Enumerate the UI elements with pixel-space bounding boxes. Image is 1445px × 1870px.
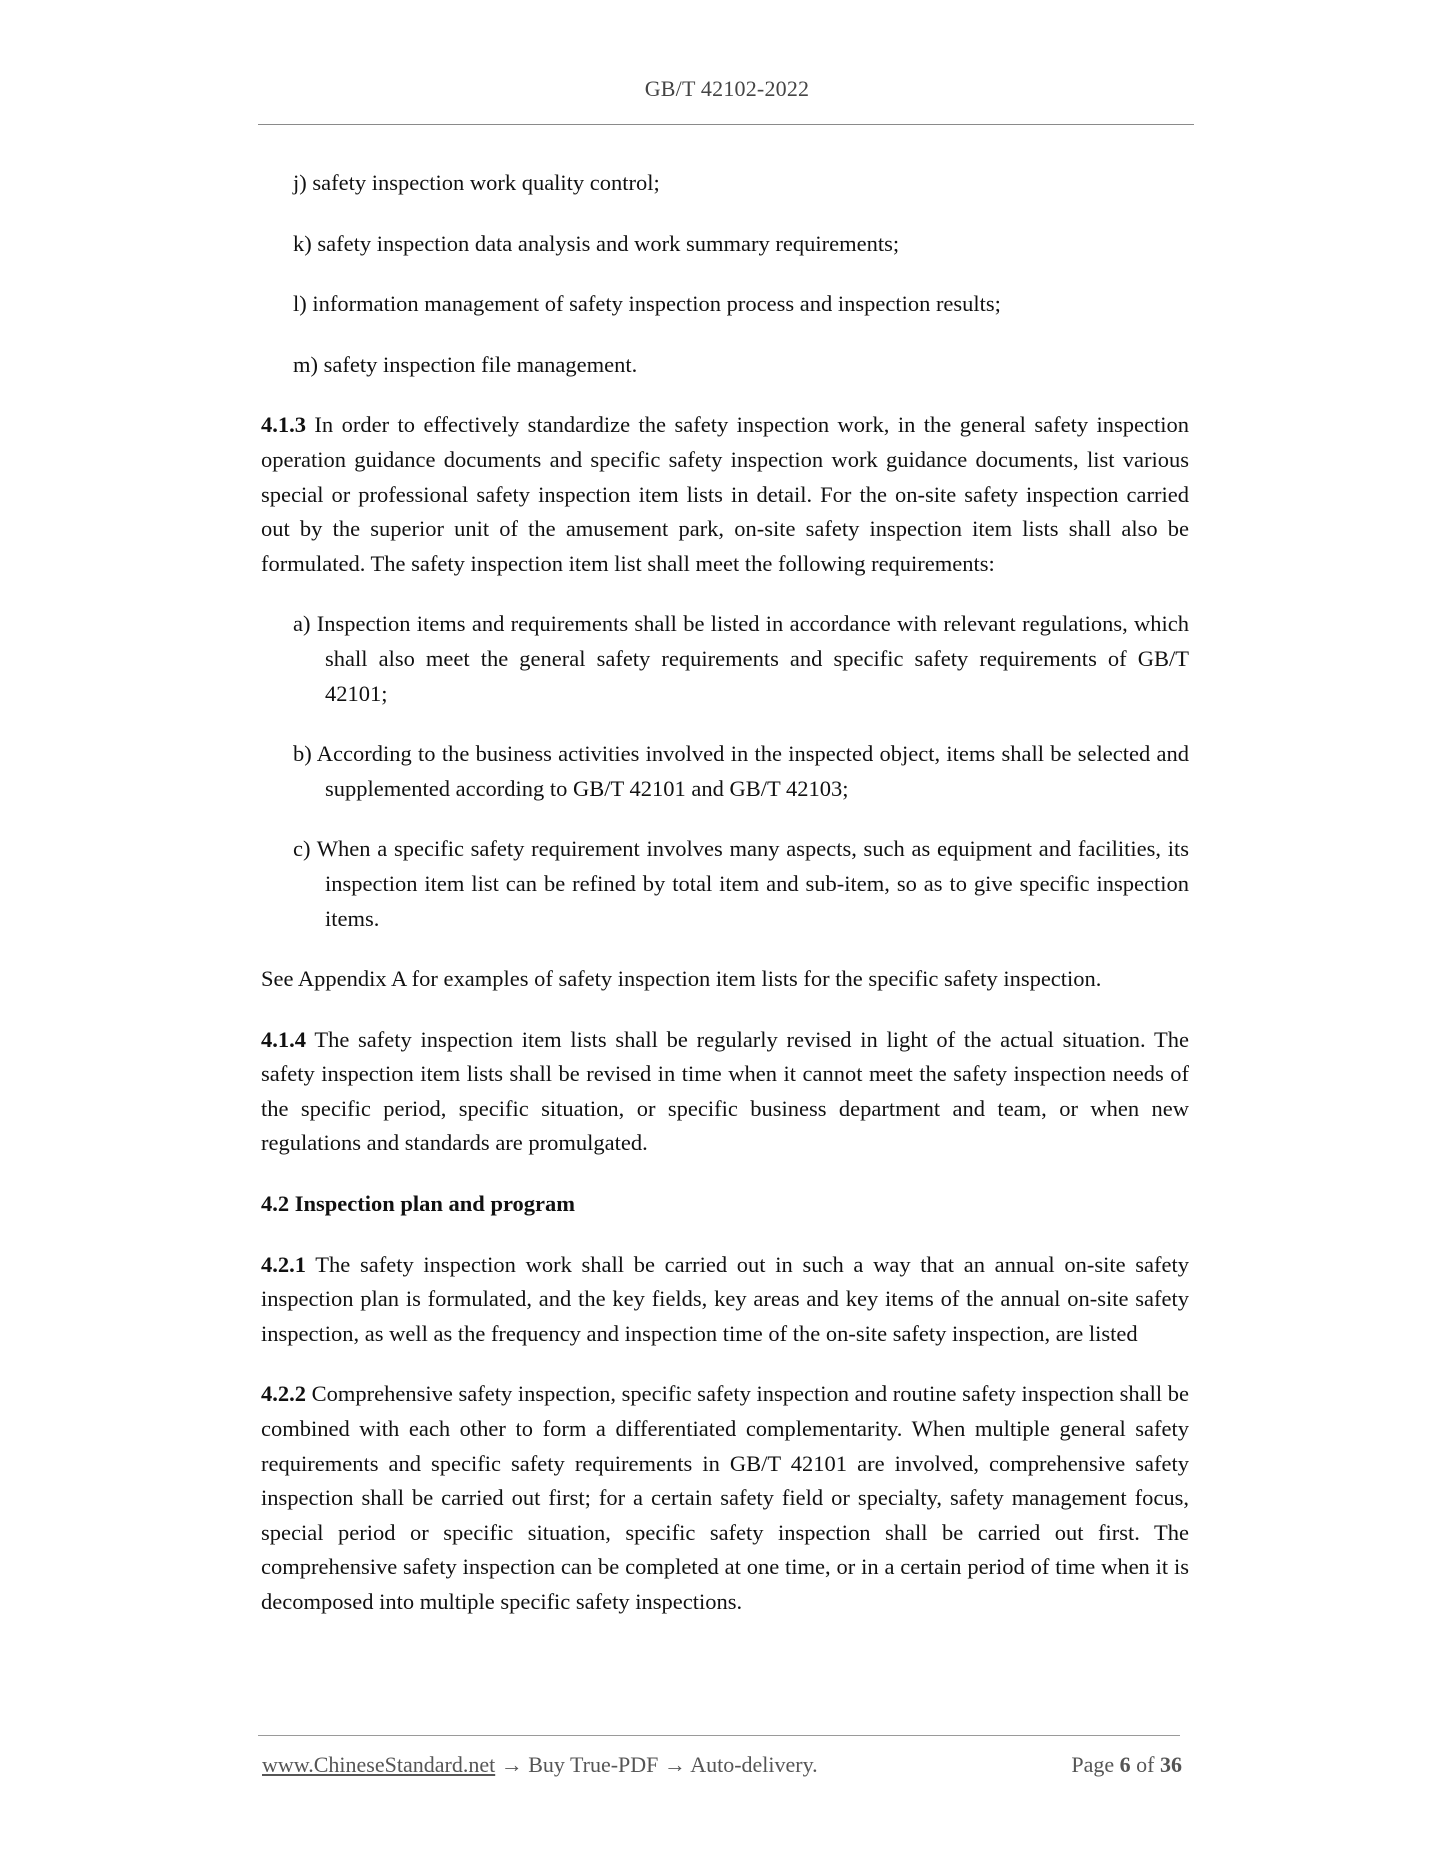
footer-divider xyxy=(258,1735,1180,1736)
clause-number: 4.1.3 xyxy=(261,412,306,438)
page-number xyxy=(1071,1752,1182,1778)
list-item-m: m) safety inspection file management. xyxy=(293,351,638,377)
appendix-note: See Appendix A for examples of safety inspection item lists for the specific safety inspection. xyxy=(261,966,1102,992)
clause-text: The safety inspection item lists shall be regularly revised in light of the actual situation. The safety inspection item lists shall be revised in time when it cannot meet the safety inspection needs of the specific period, specific situation, or specific business department and team, or when new regulations and standards are promulgated. xyxy=(261,1026,1189,1156)
document-body xyxy=(261,166,1189,1646)
of-word: of xyxy=(1130,1752,1160,1777)
chinesestandard-link[interactable]: www.ChineseStandard.net xyxy=(262,1752,496,1777)
clause-text: Comprehensive safety inspection, specific safety inspection and routine safety inspection shall be combined with each other to form a differentiated complementarity. When multiple general safety requirements and specific safety requirements in GB/T 42101 are involved, comprehensive safety inspection shall be carried out first; for a certain safety field or specialty, safety management focus, special period or specific situation, specific safety inspection shall be carried out first. The comprehensive safety inspection can be completed at one time, or in a certain period of time when it is decomposed into multiple specific safety inspections. xyxy=(261,1381,1189,1614)
clause-4-1-3 xyxy=(261,408,1189,581)
list-item-k: k) safety inspection data analysis and work summary requirements; xyxy=(293,230,900,256)
clause-text: The safety inspection work shall be carried out in such a way that an annual on-site safety inspection plan is formulated, and the key fields, key areas and key items of the annual on-site safety inspection, as well as the frequency and inspection time of the on-site safety inspection, are listed xyxy=(261,1251,1189,1346)
footer-promo-text: → Buy True-PDF → Auto-delivery. xyxy=(495,1752,818,1777)
clause-4-2-2 xyxy=(261,1377,1189,1619)
header-standard-number: GB/T 42102-2022 xyxy=(644,76,810,101)
clause-number: 4.2.1 xyxy=(261,1251,306,1277)
list-item-l: l) information management of safety inspection process and inspection results; xyxy=(293,291,1001,317)
page-word: Page xyxy=(1071,1752,1120,1777)
total-pages: 36 xyxy=(1160,1752,1182,1777)
list-item-j: j) safety inspection work quality control; xyxy=(293,170,660,195)
header-divider xyxy=(258,124,1194,125)
sub-item-b: b) According to the business activities involved in the inspected object, items shall be selected and supplemented according to GB/T 42101 and GB/T 42103; xyxy=(293,741,1189,801)
current-page: 6 xyxy=(1119,1752,1131,1777)
clause-4-2-1 xyxy=(261,1248,1189,1352)
section-heading-4-2: 4.2 Inspection plan and program xyxy=(261,1191,576,1217)
footer-promo xyxy=(262,1752,818,1778)
clause-number: 4.2.2 xyxy=(261,1381,306,1407)
clause-text: In order to effectively standardize the safety inspection work, in the general safety inspection operation guidance documents and specific safety inspection work guidance documents, list various special or professional safety inspection item lists in detail. For the on-site safety inspection carried out by the superior unit of the amusement park, on-site safety inspection item lists shall also be formulated. The safety inspection item list shall meet the following requirements: xyxy=(261,412,1189,576)
clause-4-1-4 xyxy=(261,1023,1189,1161)
clause-number: 4.1.4 xyxy=(261,1026,306,1052)
sub-item-c: c) When a specific safety requirement involves many aspects, such as equipment and facilities, its inspection item list can be refined by total item and sub-item, so as to give specific inspection items. xyxy=(293,836,1189,931)
sub-item-a: a) Inspection items and requirements shall be listed in accordance with relevant regulations, which shall also meet the general safety requirements and specific safety requirements of GB/T 42101; xyxy=(293,611,1189,706)
page-footer xyxy=(262,1752,1182,1782)
